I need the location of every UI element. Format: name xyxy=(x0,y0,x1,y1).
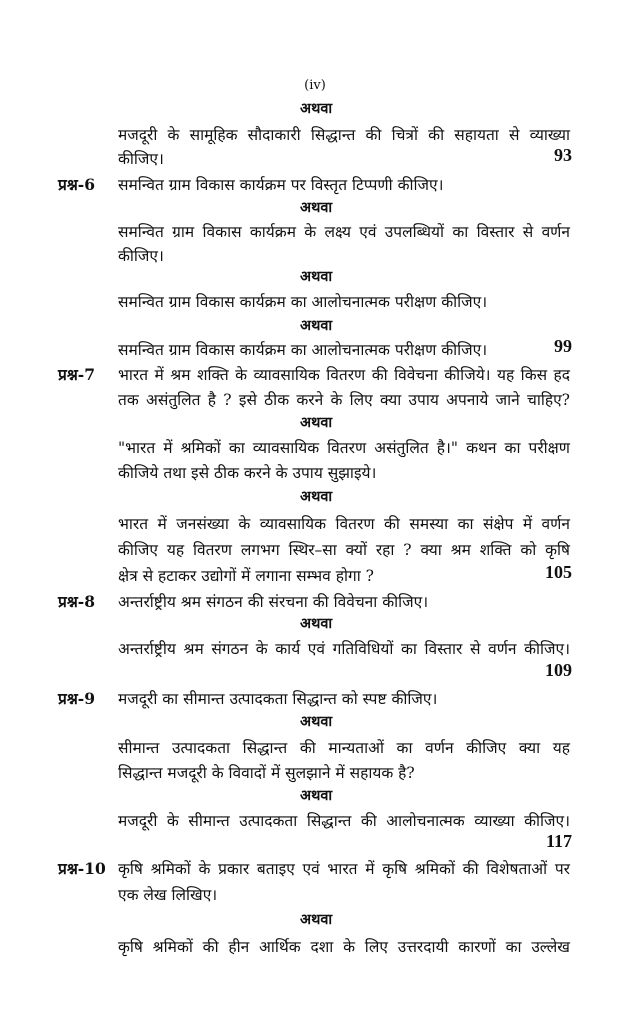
question-line: अन्तर्राष्ट्रीय श्रम संगठन के कार्य एवं गतिविधियों का विस्तार से वर्णन कीजिए। xyxy=(118,640,570,658)
question-line: मजदूरी के सामूहिक सौदाकारी सिद्धान्त की चित्रों की सहायता से व्याख्या xyxy=(118,126,570,144)
athva-heading: अथवा xyxy=(300,615,333,632)
question-line: समन्वित ग्राम विकास कार्यक्रम पर विस्तृत टिप्पणी कीजिए। xyxy=(118,176,444,194)
question-line: तक असंतुलित है ? इसे ठीक करने के लिए क्या उपाय अपनाये जाने चाहिए? xyxy=(118,391,570,409)
question-line: अन्तर्राष्ट्रीय श्रम संगठन की संरचना की विवेचना कीजिए। xyxy=(118,593,429,611)
question-line: कृषि श्रमिकों के प्रकार बताइए एवं भारत में कृषि श्रमिकों की विशेषताओं पर xyxy=(118,860,570,878)
question-line: भारत में जनसंख्या के व्यावसायिक वितरण की समस्या का संक्षेप में वर्णन xyxy=(118,515,570,533)
athva-heading: अथवा xyxy=(300,317,333,334)
question-line: सिद्धान्त मजदूरी के विवादों में सुलझाने में सहायक है? xyxy=(118,764,415,782)
page-reference: 109 xyxy=(545,660,572,680)
question-line: क्षेत्र से हटाकर उद्योगों में लगाना सम्भव होगा ? xyxy=(118,567,374,585)
question-line: कृषि श्रमिकों की हीन आर्थिक दशा के लिए उत्तरदायी कारणों का उल्लेख xyxy=(118,938,570,956)
question-label: प्रश्न-10 xyxy=(58,859,106,878)
question-line: कीजिए। xyxy=(118,247,164,265)
page-number: (iv) xyxy=(304,78,326,93)
athva-heading: अथवा xyxy=(300,199,333,216)
athva-heading: अथवा xyxy=(300,488,333,505)
page-reference: 117 xyxy=(545,831,572,851)
athva-heading: अथवा xyxy=(300,414,333,431)
question-line: सीमान्त उत्पादकता सिद्धान्त की मान्यताओं का वर्णन कीजिए क्या यह xyxy=(118,739,570,757)
athva-heading: अथवा xyxy=(300,268,333,285)
question-line: एक लेख लिखिए। xyxy=(118,886,218,904)
question-line: मजदूरी का सीमान्त उत्पादकता सिद्धान्त को स्पष्ट कीजिए। xyxy=(118,690,438,708)
question-line: कीजिए। xyxy=(118,150,164,168)
question-label: प्रश्न-8 xyxy=(58,592,95,611)
page-reference: 93 xyxy=(554,145,572,165)
question-line: भारत में श्रम शक्ति के व्यावसायिक वितरण की विवेचना कीजिये। यह किस हद xyxy=(118,366,570,384)
athva-heading: अथवा xyxy=(300,787,333,804)
question-label: प्रश्न-7 xyxy=(58,365,95,384)
question-line: समन्वित ग्राम विकास कार्यक्रम का आलोचनात्मक परीक्षण कीजिए। xyxy=(118,293,488,311)
question-line: कीजिये तथा इसे ठीक करने के उपाय सुझाइये। xyxy=(118,464,377,482)
question-line: मजदूरी के सीमान्त उत्पादकता सिद्धान्त की आलोचनात्मक व्याख्या कीजिए। xyxy=(118,812,570,830)
page-reference: 99 xyxy=(554,336,572,356)
question-label: प्रश्न-6 xyxy=(58,175,95,194)
question-line: कीजिए यह वितरण लगभग स्थिर–सा क्यों रहा ? क्या श्रम शक्ति को कृषि xyxy=(118,541,570,559)
question-line: समन्वित ग्राम विकास कार्यक्रम का आलोचनात्मक परीक्षण कीजिए। xyxy=(118,341,488,359)
question-label: प्रश्न-9 xyxy=(58,689,95,708)
question-line: "भारत में श्रमिकों का व्यावसायिक वितरण असंतुलित है।" कथन का परीक्षण xyxy=(118,439,570,457)
question-line: समन्वित ग्राम विकास कार्यक्रम के लक्ष्य एवं उपलब्धियों का विस्तार से वर्णन xyxy=(118,223,570,241)
athva-heading: अथवा xyxy=(300,911,333,928)
page-reference: 105 xyxy=(545,562,572,582)
athva-heading: अथवा xyxy=(300,713,333,730)
athva-heading: अथवा xyxy=(300,100,333,117)
